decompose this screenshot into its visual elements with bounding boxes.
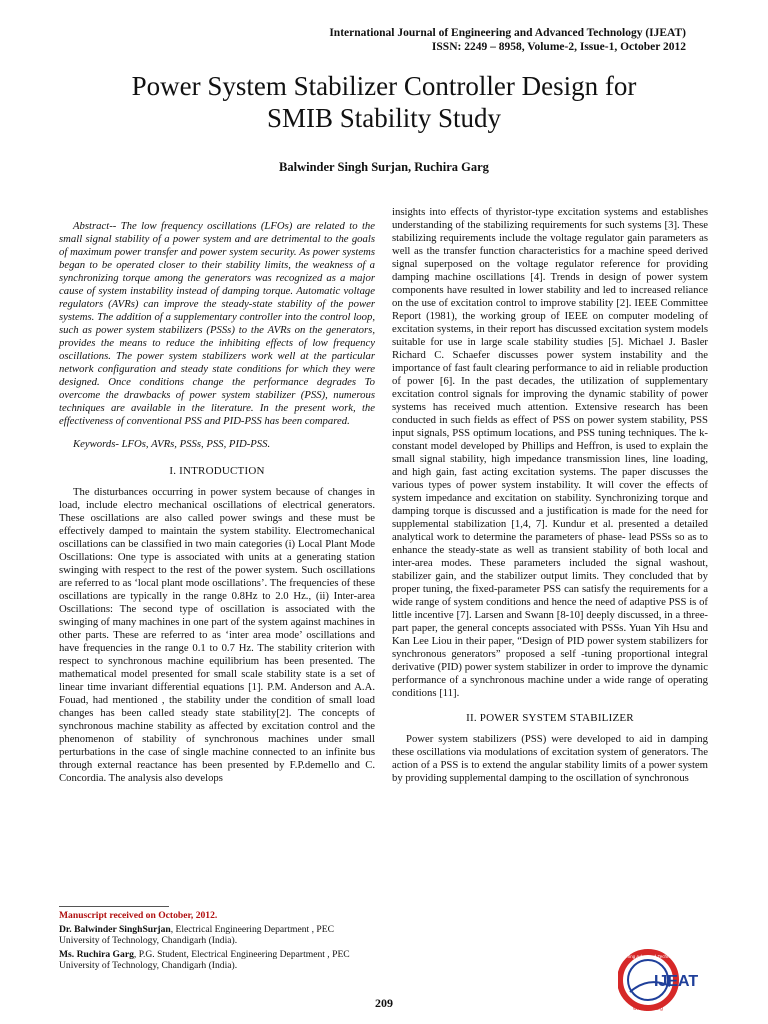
- footnote-rule: [59, 906, 169, 907]
- author1-name: Dr. Balwinder SinghSurjan: [59, 923, 171, 935]
- author1-footnote: [59, 924, 375, 947]
- footnotes: [59, 906, 375, 974]
- authors: Balwinder Singh Surjan, Ruchira Garg: [279, 160, 489, 174]
- author2-footnote: [59, 949, 375, 972]
- right-paragraph: insights into effects of thyristor-type excitation systems and establishes understanding of the stabilizing requirements for such systems [3]. These stabilizing requirements include the voltage regulator gain parameters as well as the transfer function characteristics for a machine speed derived signal superposed on the voltage regulator reference for providing damping machine oscillations [4]. Trends in design of power system components have resulted in lower stability and led to increased reliance on the use of excitation control to improve stability [2]. IEEE Committee Report (1981), the working group of IEEE on computer modeling of excitation systems, in their report has discussed excitation system models suitable for use in large scale stability studies [5]. Michael J. Basler Richard C. Schaefer discusses power system instability and the importance of fast fault clearing performance to aid in reliable production of power [6]. In the past decades, the utilization of supplementary excitation control signals for improving the dynamic stability of power systems has received much attention. Extensive research has been conducted in such fields as effect of PSS on power system stability, PSS input signals, PSS optimum locations, and PSS tuning techniques. The k-constant model developed by Phillips and Heffron, is used to explain the small signal stability, high impedance transmission lines, line loading, and high gain, fast acting excitation systems. The paper discusses the various types of power system instability. It will cover the effects of system impedance and excitation on stability. Synchronizing torque and damping torque is discussed and a justification is made for the need for supplemental stabilization [1,4, 7]. Kundur et al. presented a detailed analytical work to determine the parameters of phase- lead PSSs so as to enhance the steady-state as well as transient stability of both local and inter-area modes. These parameters included the signal washout, stabilizer gain, and the stabilizer output limits. They concluded that by proper tuning, the fixed-parameter PSS can satisfy the requirements for a wide range of system conditions and hence the need of adaptive PSS is of little incentive [7]. Larsen and Swann [8-10] deeply discussed, in a three-part paper, the general concepts associated with PSSs. Yuan Yih Hsu and Kan Lee Liou in their paper, “Design of PID power system stabilizers for synchronous generators” proposed a self -tuning proportional integral derivative (PID) power system stabilizer in order to improve the dynamic performance of a synchronous machine under a wide range of operating conditions [11].: [392, 206, 708, 699]
- author1-affiliation: , Electrical Engineering Department , PEC University of Technology, Chandigarh (India).: [59, 923, 335, 947]
- title-line-2: SMIB Stability Study: [266, 103, 502, 133]
- logo-text: IJEAT: [654, 973, 699, 990]
- journal-header: [329, 26, 686, 54]
- journal-name: International Journal of Engineering and Advanced Technology (IJEAT): [329, 27, 686, 39]
- section-introduction-heading: I. INTRODUCTION: [169, 465, 265, 477]
- manuscript-received: Manuscript received on October, 2012.: [59, 910, 218, 921]
- paper-title: [60, 70, 708, 134]
- ijeat-logo-icon: [618, 946, 718, 1014]
- pss-paragraph: Power system stabilizers (PSS) were developed to aid in damping these oscillations via modulations of excitation system of generators. The action of a PSS is to extend the angular stability limits of a power system by providing supplemental damping to the oscillation of synchronous: [392, 733, 708, 784]
- title-line-1: Power System Stabilizer Controller Design for: [131, 71, 637, 101]
- intro-paragraph: The disturbances occurring in power system because of changes in load, include electro mechanical oscillations of electrical generators. These oscillations are also called power swings and these must be effectively damped to maintain the system stability. Electromechanical oscillations can be classified in two main categories (i) Local Plant Mode Oscillations: One type is associated with units at a generating station swinging with respect to the rest of the power system. Such oscillations are referred to as ‘local plant mode oscillations’. The frequencies of these oscillations are typically in the range 0.8Hz to 2.0 Hz., (ii) Inter-area Oscillations: The second type of oscillation is associated with the swinging of many machines in one part of the system against machines in other parts. These are referred to as ‘inter area mode’ oscillations and have frequencies in the range 0.1 to 0.7 Hz. The stability criterion with respect to synchronous machine equilibrium has been presented. The mathematical model presented for small scale stability state is a set of linear time invariant differential equations [1]. P.M. Anderson and A.A. Fouad, had mentioned , the stability under the condition of small load changes has been called steady state stability[2]. The concepts of synchronous machine stability as affected by excitation control and the phenomenon of stability of synchronous machines under small perturbations in the case of single machine connected to an infinite bus through external reactance has been presented by F.P.demello and C. Concordia. The analysis also develops: [59, 486, 375, 784]
- section-pss-heading: II. POWER SYSTEM STABILIZER: [466, 712, 634, 724]
- left-column: [59, 208, 375, 785]
- author2-affiliation: , P.G. Student, Electrical Engineering Department , PEC University of Technology, Chandigarh (India).: [59, 948, 350, 972]
- logo-ring-text: ...ring Advanced Technology: [624, 954, 681, 959]
- page-number: 209: [375, 996, 393, 1010]
- abstract: Abstract-- The low frequency oscillations (LFOs) are related to the small signal stability of a power system and are detrimental to the goals of maximum power transfer and power system security. As power systems began to be operated closer to their stability limits, the weakness of a synchronizing torque among the generators was recognized as a major cause of system instability instead of damping torque. Automatic voltage regulators (AVRs) can improve the steady-state stability of the power systems. The addition of a supplementary controller into the control loop, such as power system stabilizers (PSSs) to the AVRs on the generators, provides the means to reduce the inhibiting effects of low frequency oscillations. The power system stabilizers work well at the particular network configuration and steady state conditions for which they were designed. Once conditions change the performance degrades To overcome the drawbacks of power system stabilizer (PSS), numerous techniques are available in the literature. In the present work, the effectiveness of conventional PSS and PID-PSS has been compared.: [59, 220, 375, 427]
- logo-tagline: www.ijeat.org: [633, 1006, 663, 1012]
- keywords: Keywords- LFOs, AVRs, PSSs, PSS, PID-PSS.: [73, 438, 271, 450]
- right-column: [392, 206, 708, 785]
- author2-name: Ms. Ruchira Garg: [59, 948, 134, 960]
- journal-issn: ISSN: 2249 – 8958, Volume-2, Issue-1, October 2012: [431, 41, 686, 53]
